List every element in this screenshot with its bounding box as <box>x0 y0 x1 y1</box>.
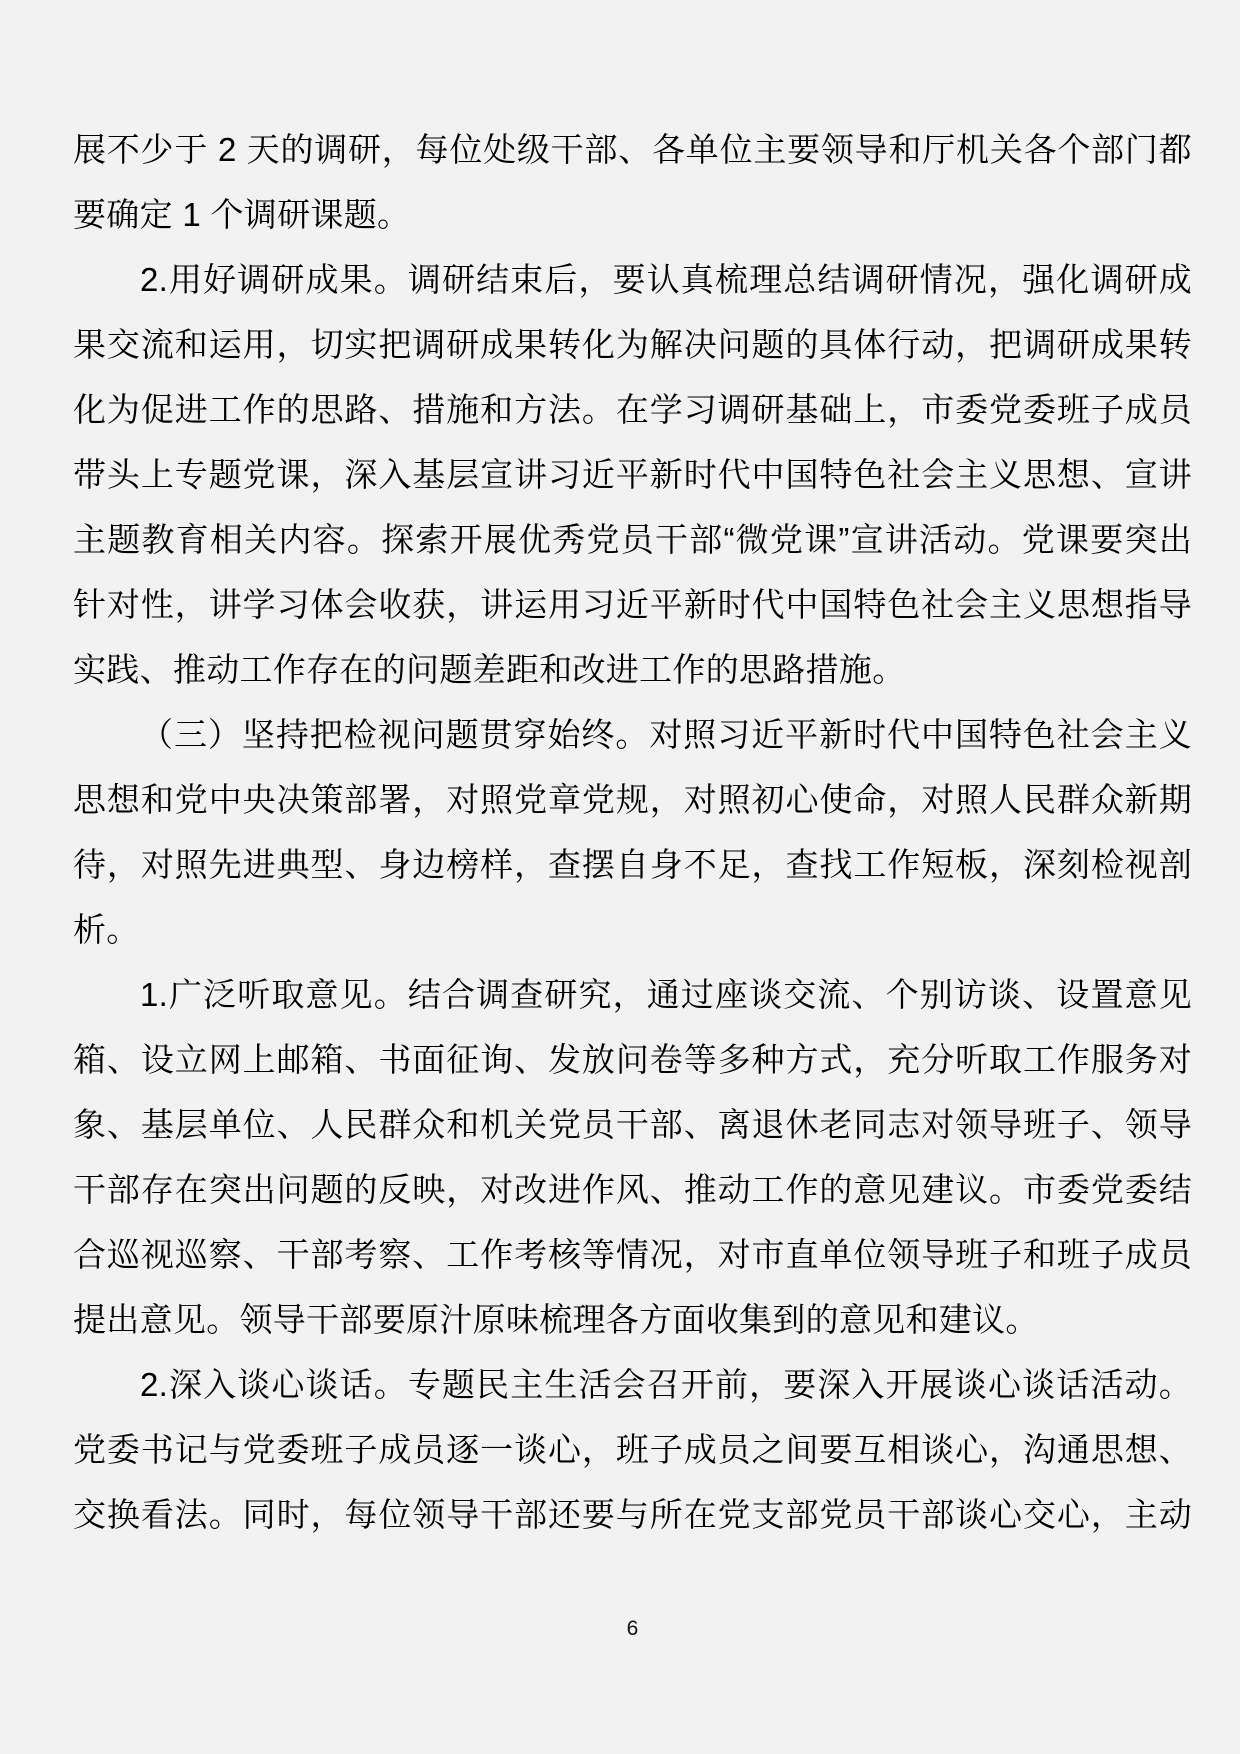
text-line: 带头上专题党课，深入基层宣讲习近平新时代中国特色社会主义思想、宣讲 <box>73 456 1192 493</box>
text-line: 实践、推动工作存在的问题差距和改进工作的思路措施。 <box>73 651 906 688</box>
text-line: 党委书记与党委班子成员逐一谈心，班子成员之间要互相谈心，沟通思想、 <box>73 1431 1192 1468</box>
text-line: 化为促进工作的思路、措施和方法。在学习调研基础上，市委党委班子成员 <box>73 391 1192 428</box>
text-line: 主题教育相关内容。探索开展优秀党员干部“微党课”宣讲活动。党课要突出 <box>73 521 1192 558</box>
text-line: 要确定 1 个调研课题。 <box>73 196 411 233</box>
page-body-text <box>73 117 1192 1547</box>
paragraph <box>73 962 1192 1352</box>
paragraph <box>73 247 1192 702</box>
text-line: 干部存在突出问题的反映，对改进作风、推动工作的意见建议。市委党委结 <box>73 1171 1192 1208</box>
page-number: 6 <box>626 1617 639 1640</box>
text-line: 待，对照先进典型、身边榜样，查摆自身不足，查找工作短板，深刻检视剖 <box>73 846 1192 883</box>
text-line: （三）坚持把检视问题贯穿始终。对照习近平新时代中国特色社会主义 <box>140 716 1192 753</box>
text-line: 展不少于 2 天的调研，每位处级干部、各单位主要领导和厅机关各个部门都 <box>73 131 1192 168</box>
paragraph <box>73 117 1192 247</box>
text-line: 针对性，讲学习体会收获，讲运用习近平新时代中国特色社会主义思想指导 <box>73 586 1192 623</box>
text-line: 提出意见。领导干部要原汁原味梳理各方面收集到的意见和建议。 <box>73 1301 1039 1338</box>
text-line: 象、基层单位、人民群众和机关党员干部、离退休老同志对领导班子、领导 <box>73 1106 1192 1143</box>
text-line: 交换看法。同时，每位领导干部还要与所在党支部党员干部谈心交心，主动 <box>73 1496 1192 1533</box>
text-line: 2.用好调研成果。调研结束后，要认真梳理总结调研情况，强化调研成 <box>140 261 1192 298</box>
text-line: 合巡视巡察、干部考察、工作考核等情况，对市直单位领导班子和班子成员 <box>73 1236 1192 1273</box>
text-line: 思想和党中央决策部署，对照党章党规，对照初心使命，对照人民群众新期 <box>73 781 1192 818</box>
page-footer <box>73 1613 1192 1645</box>
text-line: 1.广泛听取意见。结合调查研究，通过座谈交流、个别访谈、设置意见 <box>140 976 1192 1013</box>
paragraph <box>73 702 1192 962</box>
text-line: 箱、设立网上邮箱、书面征询、发放问卷等多种方式，充分听取工作服务对 <box>73 1041 1192 1078</box>
text-line: 果交流和运用，切实把调研成果转化为解决问题的具体行动，把调研成果转 <box>73 326 1192 363</box>
text-line: 析。 <box>73 911 140 948</box>
paragraph <box>73 1352 1192 1547</box>
text-line: 2.深入谈心谈话。专题民主生活会召开前，要深入开展谈心谈话活动。 <box>140 1366 1192 1403</box>
